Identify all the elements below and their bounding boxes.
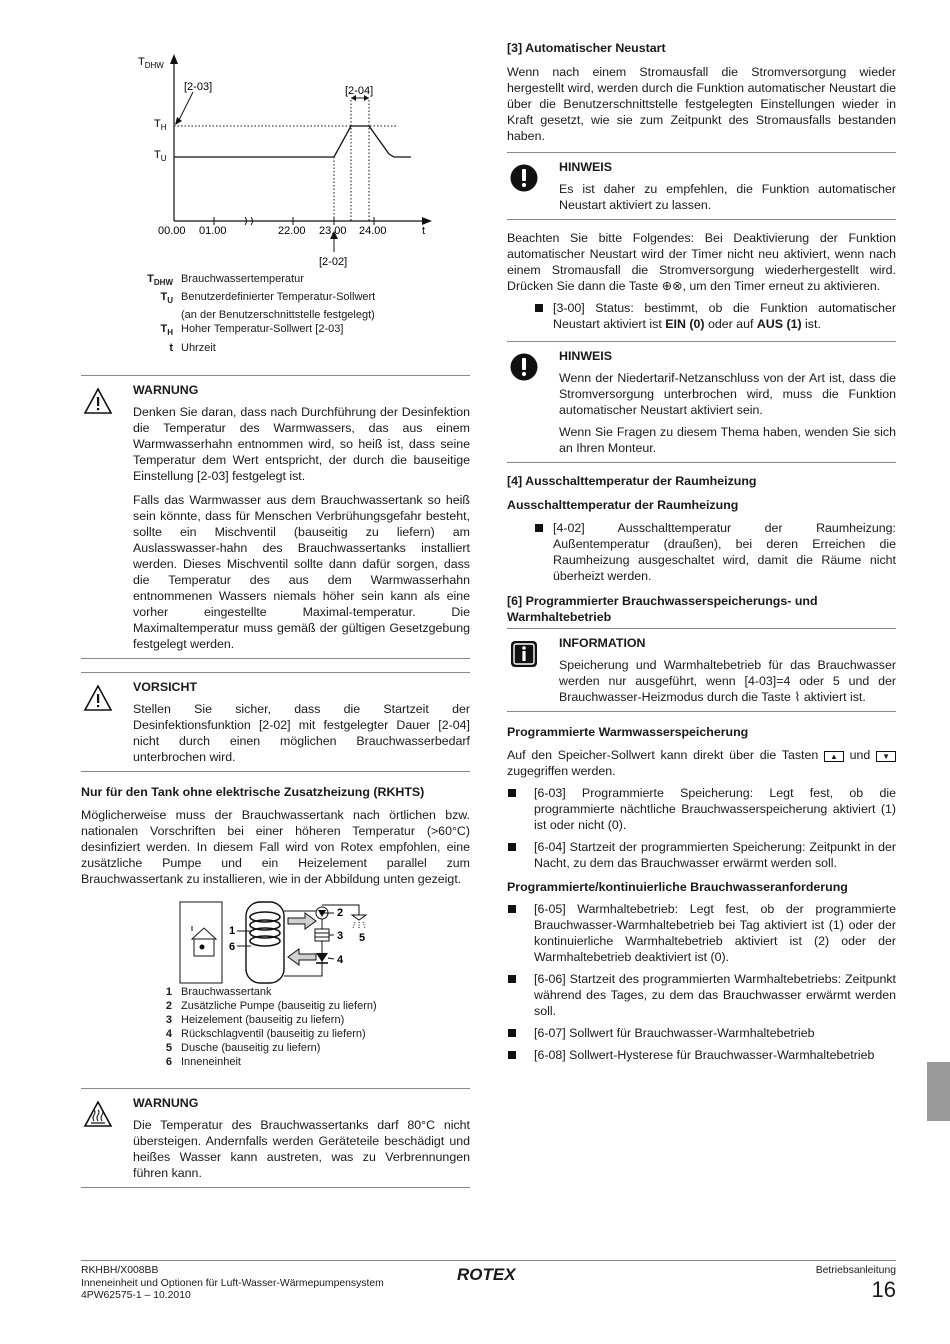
right-column bbox=[507, 40, 896, 1063]
diagram-number: 5 bbox=[359, 931, 366, 944]
list-item: [6-04] Startzeit der programmierten Speicherung: Zeitpunkt in der Nacht, zu dem das Brauchwasser erwärmt werden soll. bbox=[507, 839, 896, 871]
list-item: [6-06] Startzeit des programmierten Warmhaltebetriebs: Zeitpunkt während des Tages, zu dem das Brauchwasser erwärmt werden soll. bbox=[507, 971, 896, 1019]
diagram-number: 4 bbox=[337, 953, 344, 966]
annotation-2-03: [2-03] bbox=[184, 81, 213, 93]
warning-notice bbox=[81, 375, 470, 659]
footer-doc-type: Betriebsanleitung bbox=[815, 1265, 896, 1276]
restart-text: Wenn nach einem Stromausfall die Stromversorgung wieder hergestellt wird, werden durch die Funktion automatischer Neustart die über die Benutzerschnittstelle festgelegten Einstellungen wieder in Kraft gesetzt, wie sie zum Zeitpunkt des Stromausfalls bestanden haben. bbox=[507, 65, 896, 143]
tank-diagram bbox=[81, 901, 470, 985]
disinfection-graph bbox=[81, 40, 470, 268]
up-button-icon: ▲ bbox=[824, 751, 844, 762]
chapter-tab bbox=[927, 1062, 950, 1121]
dhw-mode-button-icon: ⌇ bbox=[794, 690, 801, 704]
page-number: 16 bbox=[871, 1276, 896, 1302]
warning-text: Die Temperatur des Brauchwassertanks darf 80°C nicht übersteigen. Andernfalls werden Geräteteile beschädigt und heißes Wasser kann austreten, was zu Verbrennungen führen kann. bbox=[133, 1117, 470, 1180]
rotex-logo: ROTEX bbox=[457, 1265, 516, 1284]
caution-title: VORSICHT bbox=[133, 679, 198, 694]
restart-info-text: Beachten Sie bitte Folgendes: Bei Deaktivierung der Funktion automatischer Neustart wird der Timer nicht neu aktiviert, wenn nach einem Stromausfall die Stromversorgung wiederhergestellt wird. Drücken Sie dann die Taste ⊕⊗, um den Timer erneut zu aktivieren. bbox=[507, 231, 896, 293]
list-item: [3-00] Status: bestimmt, ob die Funktion automatischer Neustart aktiviert ist EIN (0) oder auf AUS (1) ist. bbox=[507, 300, 896, 332]
list-item: [6-08] Sollwert-Hysterese für Brauchwasser-Warmhaltebetrieb bbox=[507, 1047, 896, 1063]
tick-label: 22.00 bbox=[278, 225, 306, 237]
warning-title: WARNUNG bbox=[133, 1095, 199, 1110]
legend-row: 2 Zusätzliche Pumpe (bauseitig zu liefern) bbox=[165, 999, 377, 1012]
legend-row: 3 Heizelement (bauseitig zu liefern) bbox=[165, 1013, 345, 1026]
note-notice bbox=[507, 341, 896, 463]
annotation-2-02: [2-02] bbox=[319, 256, 348, 268]
shutoff-heading: [4] Ausschalttemperatur der Raumheizung bbox=[507, 474, 757, 488]
legend-row: $T_H$ Hoher Temperatur-Sollwert [2-03] bbox=[160, 323, 344, 338]
graph-legend bbox=[81, 272, 470, 355]
info-notice bbox=[507, 628, 896, 712]
legend-row: $T_U$ Benutzerdefinierter Temperatur-Sollwert bbox=[160, 291, 376, 306]
warning-text: Falls das Warmwasser aus dem Brauchwassertank so heiß sein könnte, dass für Menschen Verbrühungsgefahr besteht, sollte ein Mischventil (bauseitig zu liefern) am Auslasswasser-hahn des Brauchwassertanks installiert werden. Dieses Mischventil sollte dann dafür sorgen, dass die Temperatur des aus dem Warmwasserhahn entnommenen Wassers niemals höher sein kann als eine vorher eingestellte Maximal-temperatur. Die Maximaltemperatur muss gemäß der gültigen Gesetzgebung festgelegt werden. bbox=[133, 492, 470, 651]
legend-row: 1 Brauchwassertank bbox=[165, 985, 272, 998]
shutoff-bullets bbox=[507, 520, 896, 584]
restart-heading: [3] Automatischer Neustart bbox=[507, 41, 666, 55]
legend-row: 4 Rückschlagventil (bauseitig zu liefern) bbox=[165, 1027, 366, 1040]
rkhts-heading: Nur für den Tank ohne elektrische Zusatzheizung (RKHTS) bbox=[81, 784, 425, 799]
note-title: HINWEIS bbox=[559, 349, 613, 363]
hot-surface-warning bbox=[81, 1088, 470, 1188]
warning-text: Denken Sie daran, dass nach Durchführung der Desinfektion die Temperatur des Warmwassers, das aus einem Warmwasserhahn entnommen wird, so heiß ist, dass seine Temperatur dem Wert entspricht, der durch die bauseitige Einstellung [2-03] festgelegt ist. bbox=[133, 404, 470, 483]
page-footer bbox=[81, 1260, 896, 1303]
footer-description: Inneneinheit und Optionen für Luft-Wasser-Wärmepumpensystem bbox=[81, 1277, 384, 1289]
shutoff-subheading: Ausschalttemperatur der Raumheizung bbox=[507, 498, 739, 512]
storage-text: Auf den Speicher-Sollwert kann direkt über die Tasten ▲ und ▼ zugegriffen werden. bbox=[507, 747, 896, 779]
down-button-icon: ▼ bbox=[876, 751, 896, 762]
tank-legend bbox=[81, 985, 470, 1069]
note-title: HINWEIS bbox=[559, 160, 613, 174]
keep-warm-heading: Programmierte/kontinuierliche Brauchwasseranforderung bbox=[507, 880, 848, 894]
left-column bbox=[81, 40, 470, 1188]
th-label: $T_H$ bbox=[154, 118, 167, 132]
warning-title: WARNUNG bbox=[133, 382, 199, 397]
legend-row: 5 Dusche (bauseitig zu liefern) bbox=[165, 1041, 321, 1054]
tu-label: $T_U$ bbox=[154, 149, 167, 163]
list-item: [6-05] Warmhaltebetrieb: Legt fest, ob der programmierte Brauchwasser-Warmhaltebetrieb bei Tag aktiviert ist (1) oder der kontinuierliche Warmhaltebetrieb aktiviert ist (2) oder der Warmhaltebetrieb deaktiviert ist (0). bbox=[507, 901, 896, 965]
exclamation-circle-icon bbox=[509, 163, 539, 193]
legend-row: 6 Inneneinheit bbox=[165, 1055, 241, 1068]
keep-warm-bullets bbox=[507, 901, 896, 1063]
list-item: [4-02] Ausschalttemperatur der Raumheizung: Außentemperatur (draußen), bei deren Erreichen die Raumheizung ausgeschaltet wird, damit die Räume nicht überheizt werden. bbox=[507, 520, 896, 584]
information-icon bbox=[509, 639, 539, 669]
list-item: [6-07] Sollwert für Brauchwasser-Warmhaltebetrieb bbox=[507, 1025, 896, 1041]
warning-triangle-icon bbox=[83, 386, 113, 416]
tick-label: 23.00 bbox=[319, 225, 347, 237]
diagram-number: 2 bbox=[337, 906, 344, 919]
restart-bullets bbox=[507, 300, 896, 332]
tick-label: 00.00 bbox=[158, 225, 186, 237]
info-text: Speicherung und Warmhaltebetrieb für das Brauchwasser werden nur ausgeführt, wenn [4-03]=4 oder 5 und der Brauchwasser-Heizmodus durch die Taste ⌇ aktiviert ist. bbox=[559, 658, 896, 704]
legend-row: $T_{DHW}$ Brauchwassertemperatur bbox=[147, 273, 304, 288]
diagram-number: 3 bbox=[337, 929, 344, 942]
note-text: Es ist daher zu empfehlen, die Funktion automatischer Neustart aktiviert zu lassen. bbox=[559, 182, 896, 212]
list-item: [6-03] Programmierte Speicherung: Legt fest, ob die programmierte nächtliche Brauchwasserspeicherung aktiviert (1) ist oder nicht (0). bbox=[507, 785, 896, 833]
hot-surface-icon bbox=[83, 1099, 113, 1129]
tick-label: 24.00 bbox=[359, 225, 387, 237]
caution-triangle-icon bbox=[83, 683, 113, 713]
annotation-2-04: [2-04] bbox=[345, 85, 374, 97]
diagram-number: 1 bbox=[229, 924, 236, 937]
legend-row: (an der Benutzerschnittstelle festgelegt) bbox=[181, 309, 375, 322]
caution-notice bbox=[81, 672, 470, 772]
caution-text: Stellen Sie sicher, dass die Startzeit der Desinfektionsfunktion [2-02] mit festgelegter Dauer [2-04] nicht durch einen möglichen Brauchwasserbedarf unterbrochen wird. bbox=[133, 701, 470, 764]
note-text: Wenn Sie Fragen zu diesem Thema haben, wenden Sie sich an Ihren Monteur. bbox=[559, 425, 896, 455]
legend-row: t Uhrzeit bbox=[169, 341, 216, 354]
info-title: INFORMATION bbox=[559, 636, 646, 650]
t-axis-label: t bbox=[422, 225, 426, 237]
timer-button-icon: ⊕⊗ bbox=[661, 279, 683, 293]
note-text: Wenn der Niedertarif-Netzanschluss von der Art ist, dass die Stromversorgung unterbrochen wird, muss die Funktion automatischer Neustart aktiviert sein. bbox=[559, 371, 896, 417]
exclamation-circle-icon bbox=[509, 352, 539, 382]
y-axis-label: $T_{DHW}$ bbox=[138, 56, 164, 70]
diagram-number: 6 bbox=[229, 940, 236, 953]
storage-bullets bbox=[507, 785, 896, 871]
rkhts-text: Möglicherweise muss der Brauchwassertank nach örtlichen bzw. nationalen Vorschriften bei einer höheren Temperatur (>60°C) desinfiziert werden. In diesem Fall wird von Rotex empfohlen, eine zusätzliche Pumpe und ein Heizelement parallel zum Brauchwassertank zu installieren, wie in der Abbildung unten gezeigt. bbox=[81, 807, 470, 886]
programmed-heading: [6] Programmierter Brauchwasserspeicherungs- und Warmhaltebetrieb bbox=[507, 594, 818, 624]
storage-heading: Programmierte Warmwasserspeicherung bbox=[507, 725, 749, 739]
note-notice bbox=[507, 152, 896, 220]
footer-doc-number: 4PW62575-1 – 10.2010 bbox=[81, 1290, 191, 1301]
footer-model: RKHBH/X008BB bbox=[81, 1265, 159, 1276]
tick-label: 01.00 bbox=[199, 225, 227, 237]
